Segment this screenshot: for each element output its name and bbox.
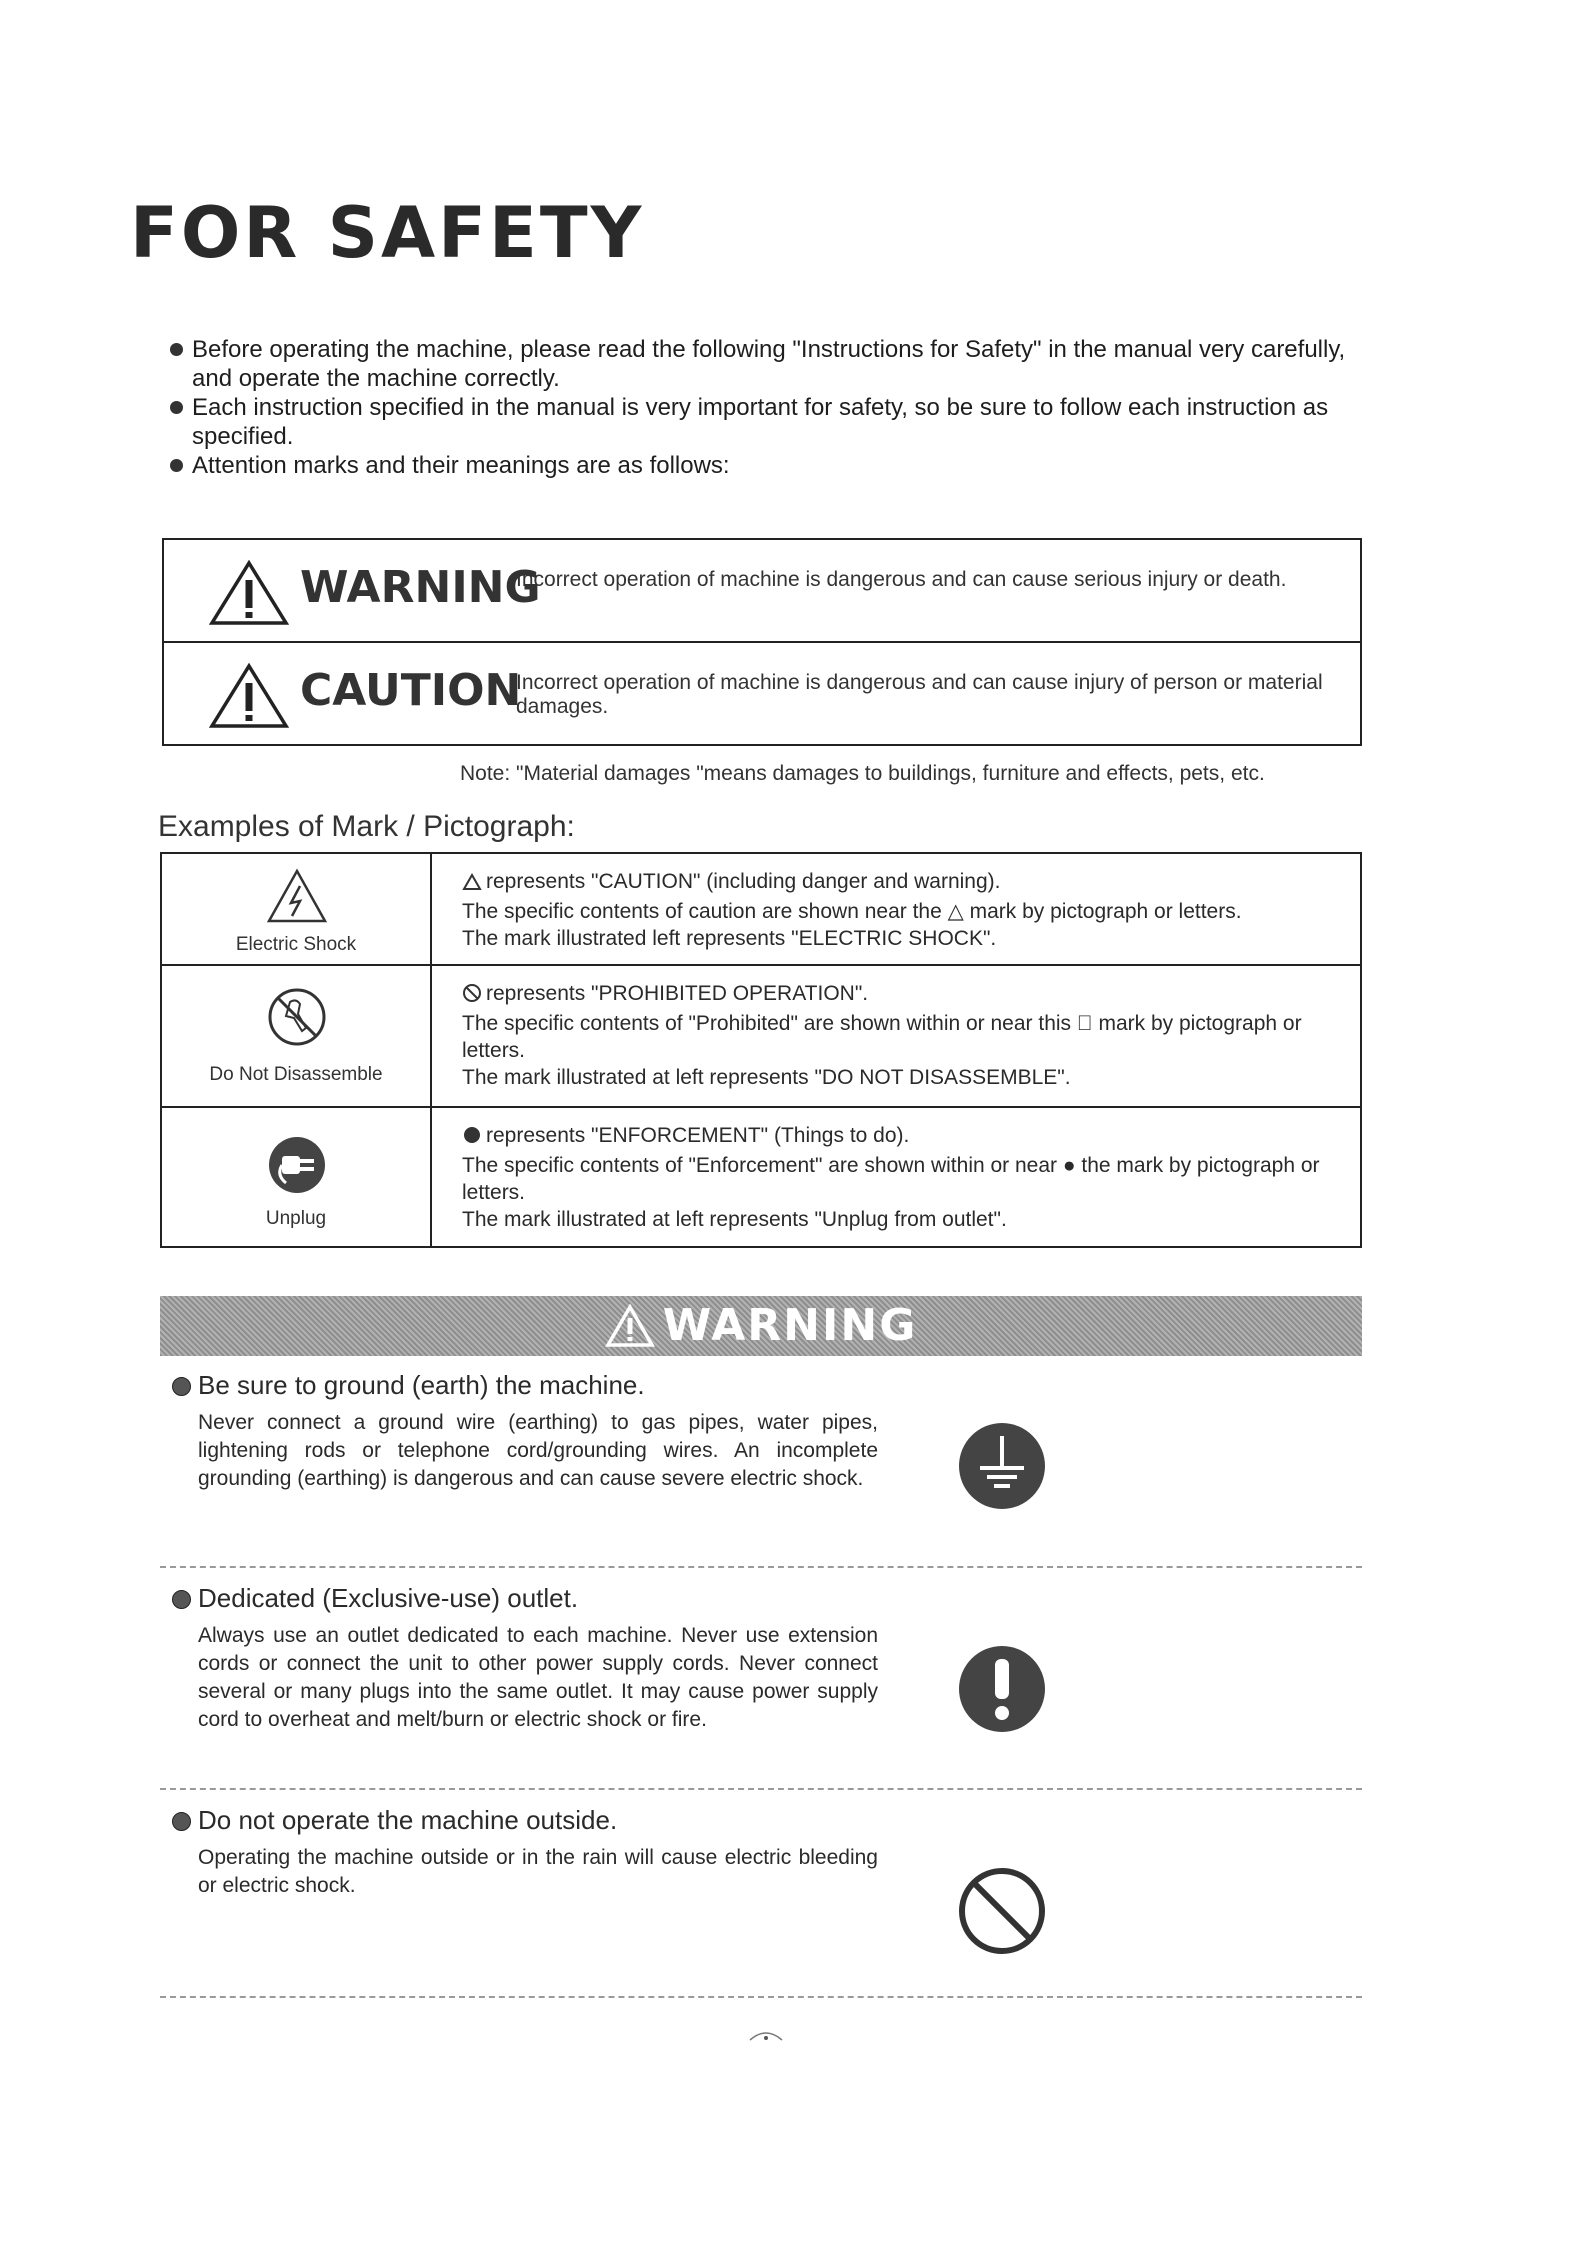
intro-item: Before operating the machine, please read the following "Instructions for Safety" in the manual very carefully, and operate the machine correctly. xyxy=(170,335,1370,393)
caution-triangle-icon xyxy=(462,871,482,898)
warning-item-ground xyxy=(172,1370,1362,1493)
example-line: The specific contents of caution are shown near the △ mark by pictograph or letters. xyxy=(462,900,1242,923)
caution-word: CAUTION xyxy=(300,665,522,716)
page-mark-icon xyxy=(746,2026,786,2044)
warning-item-outside xyxy=(172,1805,1362,1900)
warning-banner-label: WARNING xyxy=(662,1300,918,1351)
divider xyxy=(160,1566,1362,1568)
intro-list xyxy=(170,335,1370,480)
prohibited-small-icon xyxy=(462,983,482,1010)
enforcement-small-icon xyxy=(462,1125,482,1152)
caution-definition-row xyxy=(164,643,1360,746)
divider xyxy=(160,1788,1362,1790)
example-caption: Do Not Disassemble xyxy=(209,1064,383,1085)
example-caption: Unplug xyxy=(265,1208,327,1229)
warning-triangle-icon xyxy=(605,1304,655,1348)
warning-item-body: Always use an outlet dedicated to each machine. Never use extension cords or connect the unit to other power supply cords. Never connect several or many plugs into the same outlet. It may cause power supply cord to overheat and melt/burn or electric shock or fire. xyxy=(198,1624,878,1731)
warning-description: Incorrect operation of machine is dangerous and can cause serious injury or death. xyxy=(516,568,1287,591)
warning-banner xyxy=(160,1296,1362,1356)
example-text xyxy=(462,1122,1352,1233)
caution-description: Incorrect operation of machine is dangerous and can cause injury of person or material damages. xyxy=(516,671,1323,718)
example-line: The mark illustrated at left represents "DO NOT DISASSEMBLE". xyxy=(462,1066,1071,1089)
example-line: The mark illustrated at left represents "Unplug from outlet". xyxy=(462,1208,1007,1231)
example-row-unplug xyxy=(162,1108,1360,1248)
warning-triangle-icon xyxy=(209,560,289,626)
example-line: represents "PROHIBITED OPERATION". xyxy=(486,982,869,1005)
example-line: represents "CAUTION" (including danger and warning). xyxy=(486,870,1001,893)
warning-item-body: Never connect a ground wire (earthing) to gas pipes, water pipes, lightening rods or telephone cord/grounding wires. An incomplete grounding (earthing) is dangerous and can cause severe electric shock. xyxy=(198,1411,878,1490)
do-not-disassemble-icon xyxy=(266,986,328,1048)
warning-item-heading: Dedicated (Exclusive-use) outlet. xyxy=(172,1583,1362,1614)
warning-item-body: Operating the machine outside or in the rain will cause electric bleeding or electric shock. xyxy=(198,1846,878,1897)
example-line: represents "ENFORCEMENT" (Things to do). xyxy=(486,1124,910,1147)
exclamation-icon xyxy=(956,1643,1048,1735)
warning-definition-row xyxy=(164,540,1360,643)
note-text: Note: "Material damages "means damages to buildings, furniture and effects, pets, etc. xyxy=(460,762,1265,785)
divider xyxy=(160,1996,1362,1998)
pictograph-examples-table xyxy=(160,852,1362,1248)
warning-item-dedicated-outlet xyxy=(172,1583,1362,1734)
example-line: The specific contents of "Enforcement" are shown within or near ● the mark by pictograph or letters. xyxy=(462,1154,1320,1204)
ground-icon xyxy=(956,1420,1048,1512)
prohibited-icon xyxy=(956,1865,1048,1957)
caution-triangle-icon xyxy=(209,663,289,729)
example-row-do-not-disassemble xyxy=(162,966,1360,1108)
intro-item: Attention marks and their meanings are as follows: xyxy=(170,451,1370,480)
warning-item-heading: Do not operate the machine outside. xyxy=(172,1805,1362,1836)
electric-shock-icon xyxy=(266,868,328,924)
example-line: The mark illustrated left represents "ELECTRIC SHOCK". xyxy=(462,927,997,950)
example-text xyxy=(462,980,1352,1091)
unplug-icon xyxy=(266,1134,328,1196)
warning-word: WARNING xyxy=(300,562,541,613)
example-line: The specific contents of "Prohibited" are shown within or near this ⃠ mark by pictograph or letters. xyxy=(462,1012,1302,1062)
intro-item: Each instruction specified in the manual is very important for safety, so be sure to follow each instruction as specified. xyxy=(170,393,1370,451)
example-row-electric-shock xyxy=(162,854,1360,966)
example-caption: Electric Shock xyxy=(235,934,357,955)
examples-heading: Examples of Mark / Pictograph: xyxy=(158,810,575,843)
example-text xyxy=(462,868,1352,952)
attention-marks-table xyxy=(162,538,1362,746)
page-title: FOR SAFETY xyxy=(130,192,645,274)
warning-item-heading: Be sure to ground (earth) the machine. xyxy=(172,1370,1362,1401)
